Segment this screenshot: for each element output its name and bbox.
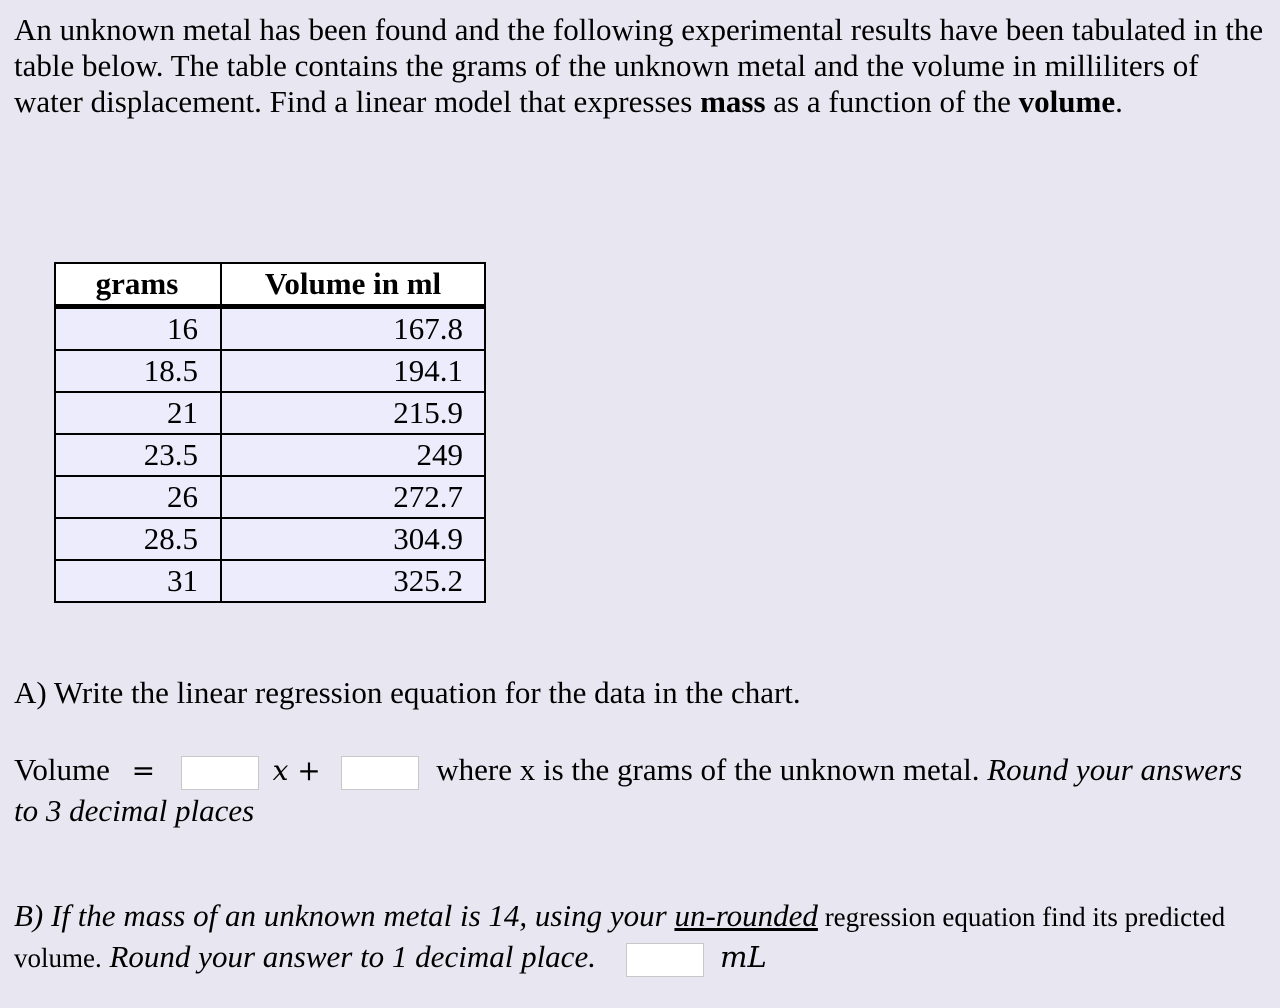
table-header-row xyxy=(55,263,485,307)
intro-text-2: as a function of the xyxy=(765,84,1019,119)
cell-grams: 31 xyxy=(55,560,221,602)
cell-volume: 194.1 xyxy=(221,350,485,392)
part-b-small-word: volume. xyxy=(14,943,102,973)
slope-input[interactable] xyxy=(181,756,259,790)
part-b-text-2: regression equation find its predicted xyxy=(817,902,1226,932)
cell-grams: 18.5 xyxy=(55,350,221,392)
table-row xyxy=(55,350,485,392)
table-row xyxy=(55,392,485,434)
predicted-volume-input[interactable] xyxy=(626,943,704,977)
table-row xyxy=(55,518,485,560)
un-rounded-emphasis: un-rounded xyxy=(674,898,818,933)
intro-text-1: An unknown metal has been found and the following experimental results have been tabulated in the table below. The table contains the grams of the unknown metal and the volume in milliliters of water displacement. Find a linear model that expresses xyxy=(14,12,1264,119)
part-a-prompt: A) Write the linear regression equation for the data in the chart. xyxy=(14,675,801,710)
x-plus-label: x + xyxy=(272,754,321,787)
cell-volume: 249 xyxy=(221,434,485,476)
table-row xyxy=(55,560,485,602)
unit-label: mL xyxy=(719,940,767,974)
cell-grams: 28.5 xyxy=(55,518,221,560)
cell-volume: 167.8 xyxy=(221,307,485,351)
header-grams: grams xyxy=(55,263,221,307)
cell-grams: 26 xyxy=(55,476,221,518)
where-text: where x is the grams of the unknown metal. xyxy=(436,752,980,787)
intro-bold-mass: mass xyxy=(700,84,766,119)
cell-volume: 325.2 xyxy=(221,560,485,602)
cell-volume: 304.9 xyxy=(221,518,485,560)
regression-equation-line xyxy=(14,750,1270,831)
part-b-text-1: B) If the mass of an unknown metal is 14, using your xyxy=(14,898,675,933)
header-volume: Volume in ml xyxy=(221,263,485,307)
cell-grams: 23.5 xyxy=(55,434,221,476)
cell-volume: 272.7 xyxy=(221,476,485,518)
problem-intro xyxy=(14,12,1270,120)
cell-grams: 21 xyxy=(55,392,221,434)
table-row xyxy=(55,307,485,351)
part-b-text-3: Round your answer to 1 decimal place. xyxy=(101,939,596,974)
intro-bold-volume: volume xyxy=(1018,84,1116,119)
equals-sign: = xyxy=(131,754,156,787)
part-b-prompt xyxy=(14,896,1270,978)
equation-lhs: Volume xyxy=(14,752,110,787)
intro-text-3: . xyxy=(1115,84,1123,119)
data-table xyxy=(54,262,486,603)
table-row xyxy=(55,476,485,518)
round-instruction: Round your answers to 3 decimal places xyxy=(14,752,1243,828)
cell-volume: 215.9 xyxy=(221,392,485,434)
cell-grams: 16 xyxy=(55,307,221,351)
table-row xyxy=(55,434,485,476)
intercept-input[interactable] xyxy=(341,756,419,790)
